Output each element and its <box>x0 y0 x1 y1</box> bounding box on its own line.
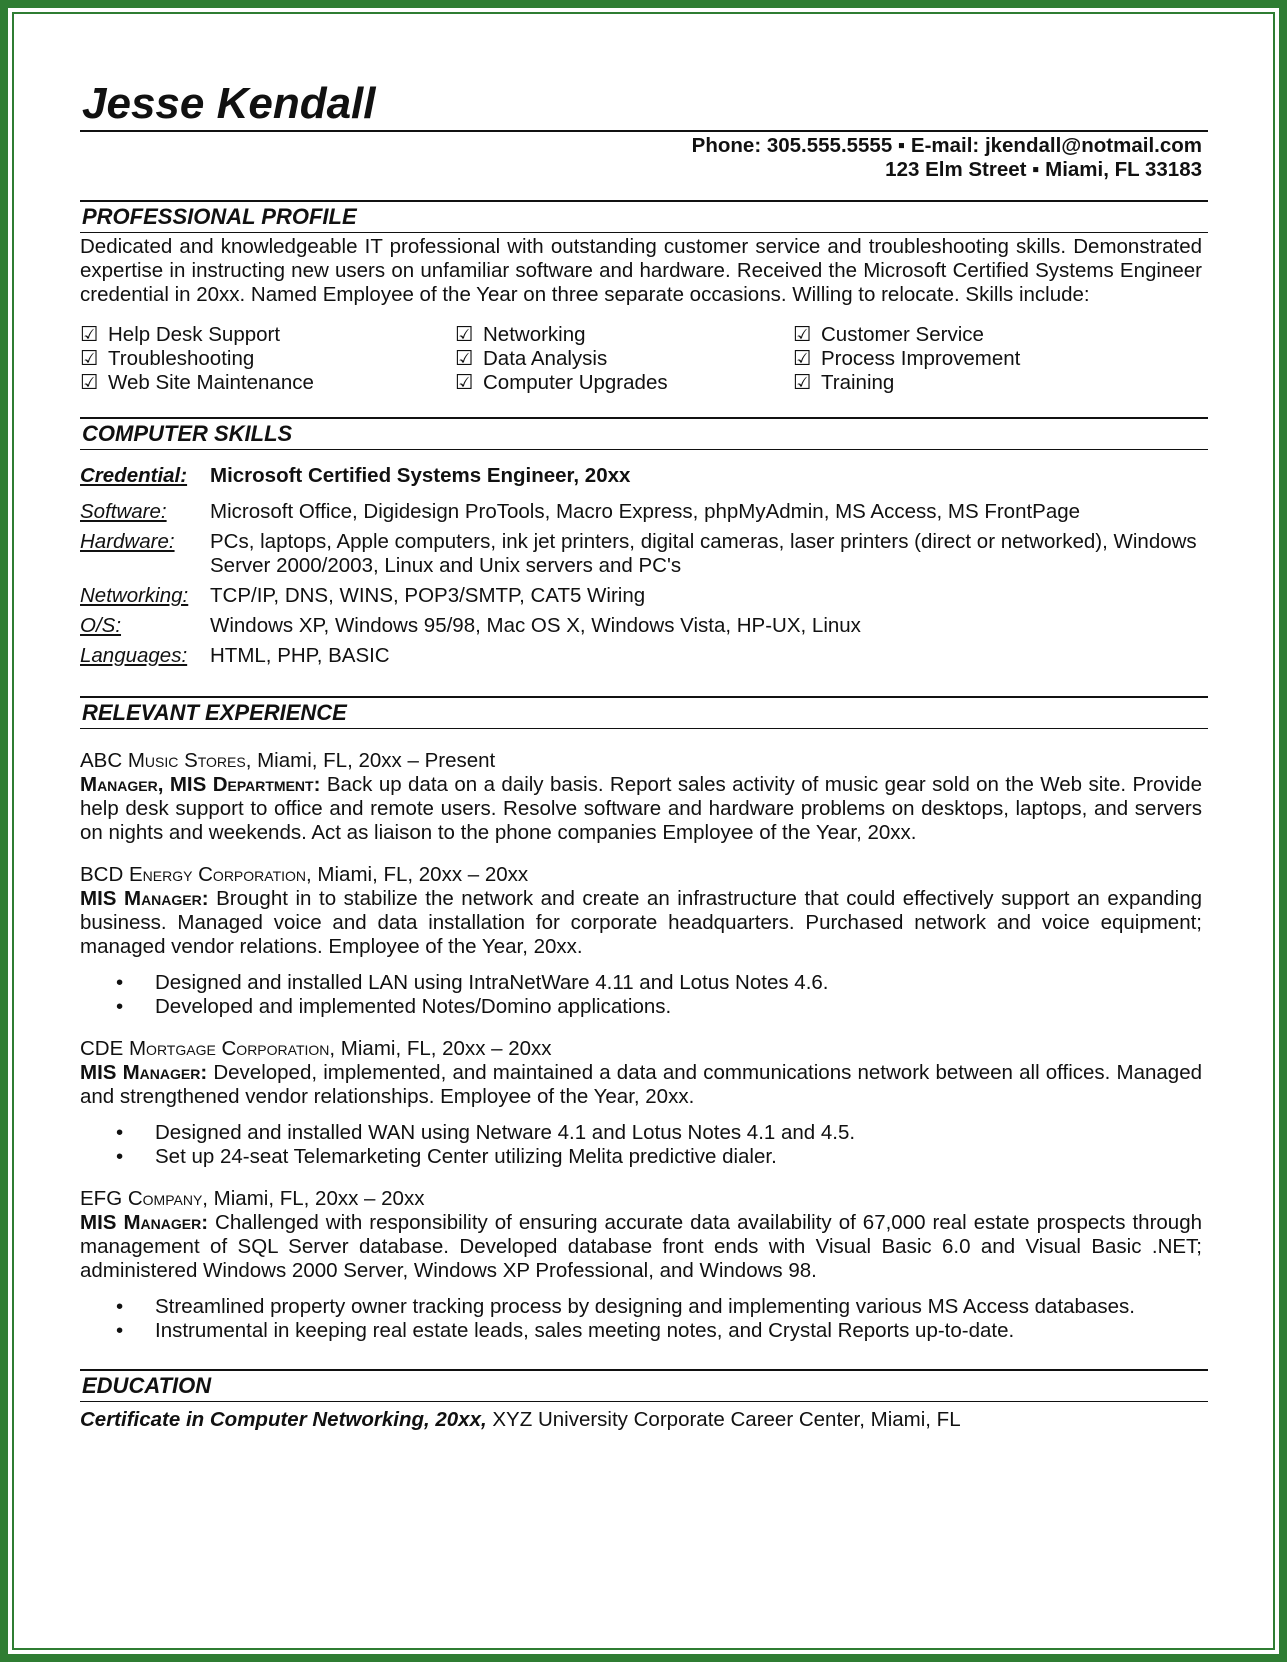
job-entry <box>80 1037 1208 1169</box>
computer-skill-value: HTML, PHP, BASIC <box>210 644 390 667</box>
computer-skills-heading: COMPUTER SKILLS <box>80 417 1208 450</box>
job-employer: EFG Company <box>80 1187 203 1210</box>
job-details: , Miami, FL, 20xx – 20xx <box>329 1037 552 1060</box>
computer-skill-label: Credential: <box>80 464 188 487</box>
skill-label: Process Improvement <box>821 347 1021 370</box>
job-bullets <box>80 1121 1208 1169</box>
job-details: , Miami, FL, 20xx – 20xx <box>202 1187 425 1210</box>
computer-skills-section <box>80 417 1208 668</box>
experience-section <box>80 696 1208 1343</box>
contact-address: 123 Elm Street ▪ Miami, FL 33183 <box>885 158 1202 181</box>
education-school: XYZ University Corporate Career Center, Miami, FL <box>486 1408 961 1431</box>
skill-item <box>793 371 1163 395</box>
computer-skill-value: TCP/IP, DNS, WINS, POP3/SMTP, CAT5 Wiring <box>210 584 646 607</box>
job-description <box>80 1061 1208 1109</box>
education-degree: Certificate in Computer Networking, 20xx, <box>80 1408 487 1431</box>
job-employer: BCD Energy Corporation <box>80 863 307 886</box>
checkbox-checked-icon: ☑ <box>793 323 812 346</box>
resume-name: Jesse Kendall <box>82 79 376 128</box>
skill-label: Computer Upgrades <box>483 371 668 394</box>
job-bullet-item: • Designed and installed WAN using Netware 4.1 and Lotus Notes 4.1 and 4.5. <box>80 1121 1208 1145</box>
job-employer: ABC Music Stores <box>80 749 246 772</box>
job-employer-line <box>80 1187 1208 1211</box>
skill-item <box>793 323 1163 347</box>
job-entry <box>80 1187 1208 1343</box>
job-summary: Brought in to stabilize the network and create an infrastructure that could effectively support an expanding business. Managed voice and data installation for corporate headquarters. Purchased network and voice equipment; managed vendor relations. Employee of the Year, 20xx. <box>80 887 1202 958</box>
job-description <box>80 773 1208 845</box>
computer-skill-value: Microsoft Certified Systems Engineer, 20xx <box>210 464 631 487</box>
contact-block <box>80 134 1208 182</box>
checkbox-checked-icon: ☑ <box>793 371 812 394</box>
computer-skill-label: O/S: <box>80 614 122 637</box>
skill-item <box>455 347 793 371</box>
skill-item <box>455 371 793 395</box>
job-employer-line <box>80 863 1208 887</box>
computer-skill-value: Microsoft Office, Digidesign ProTools, Macro Express, phpMyAdmin, MS Access, MS FrontPage <box>210 500 1081 523</box>
computer-skill-label: Networking: <box>80 584 189 607</box>
skills-grid <box>80 323 1208 395</box>
education-entry <box>80 1408 1208 1432</box>
education-section <box>80 1369 1208 1432</box>
checkbox-checked-icon: ☑ <box>80 371 99 394</box>
skill-item <box>80 347 455 371</box>
computer-skill-row <box>80 584 1208 608</box>
job-employer: CDE Mortgage Corporation <box>80 1037 330 1060</box>
job-employer-line <box>80 749 1208 773</box>
computer-skill-row <box>80 500 1208 524</box>
job-bullet-item: • Designed and installed LAN using IntraNetWare 4.11 and Lotus Notes 4.6. <box>80 971 1208 995</box>
contact-phone-email: Phone: 305.555.5555 ▪ E-mail: jkendall@notmail.com <box>691 134 1202 157</box>
job-bullet-item: • Developed and implemented Notes/Domino applications. <box>80 995 1208 1019</box>
checkbox-checked-icon: ☑ <box>455 323 474 346</box>
profile-text: Dedicated and knowledgeable IT professional with outstanding customer service and troubleshooting skills. Demonstrated expertise in instructing new users on unfamiliar software and hardware. Received the Microsoft Certified Systems Engineer credential in 20xx. Named Employee of the Year on three separate occasions. Willing to relocate. Skills include: <box>80 235 1202 306</box>
job-bullet-item: • Set up 24-seat Telemarketing Center utilizing Melita predictive dialer. <box>80 1145 1208 1169</box>
computer-skill-row <box>80 530 1208 578</box>
computer-skills-table <box>80 464 1208 668</box>
job-entry <box>80 749 1208 845</box>
job-role: MIS Manager: <box>80 1211 209 1234</box>
skill-item <box>80 323 455 347</box>
job-role: MIS Manager: <box>80 1061 208 1084</box>
skill-item <box>793 347 1163 371</box>
job-summary: Challenged with responsibility of ensuring accurate data availability of 67,000 real estate prospects through management of SQL Server database. Developed database front ends with Visual Basic 6.0 and Visual Basic .NET; administered Windows 2000 Server, Windows XP Professional, and Windows 98. <box>80 1211 1202 1282</box>
computer-skill-row <box>80 464 1208 488</box>
education-heading: EDUCATION <box>80 1369 1208 1402</box>
skill-label: Networking <box>483 323 586 346</box>
skill-label: Troubleshooting <box>108 347 255 370</box>
profile-section <box>80 200 1208 395</box>
job-role: MIS Manager: <box>80 887 209 910</box>
job-description <box>80 887 1208 959</box>
job-entry <box>80 863 1208 1019</box>
skill-label: Training <box>821 371 895 394</box>
job-role: Manager, MIS Department: <box>80 773 321 796</box>
checkbox-checked-icon: ☑ <box>455 347 474 370</box>
skill-label: Web Site Maintenance <box>108 371 314 394</box>
header-rule <box>80 130 1208 132</box>
job-bullets <box>80 1295 1208 1343</box>
job-summary: Developed, implemented, and maintained a data and communications network between all offices. Managed and strengthened vendor relationships. Employee of the Year, 20xx. <box>80 1061 1202 1108</box>
job-bullet-item: • Streamlined property owner tracking process by designing and implementing various MS Access databases. <box>80 1295 1208 1319</box>
computer-skill-label: Hardware: <box>80 530 175 553</box>
skill-label: Customer Service <box>821 323 984 346</box>
resume-page <box>80 78 1208 1432</box>
checkbox-checked-icon: ☑ <box>80 323 99 346</box>
job-list <box>80 749 1208 1343</box>
job-employer-line <box>80 1037 1208 1061</box>
job-bullet-item: • Instrumental in keeping real estate leads, sales meeting notes, and Crystal Reports up-to-date. <box>80 1319 1208 1343</box>
computer-skill-label: Software: <box>80 500 167 523</box>
job-details: , Miami, FL, 20xx – 20xx <box>306 863 529 886</box>
skill-item <box>455 323 793 347</box>
job-bullets <box>80 971 1208 1019</box>
computer-skill-label: Languages: <box>80 644 188 667</box>
checkbox-checked-icon: ☑ <box>80 347 99 370</box>
checkbox-checked-icon: ☑ <box>793 347 812 370</box>
skill-item <box>80 371 455 395</box>
computer-skill-row <box>80 644 1208 668</box>
job-description <box>80 1211 1208 1283</box>
profile-heading: PROFESSIONAL PROFILE <box>80 200 1208 233</box>
computer-skill-row <box>80 614 1208 638</box>
experience-heading: RELEVANT EXPERIENCE <box>80 696 1208 729</box>
job-summary: Back up data on a daily basis. Report sales activity of music gear sold on the Web site. Provide help desk support to office and remote users. Resolve software and hardware problems on desktops, laptops, and servers on nights and weekends. Act as liaison to the phone companies Employee of the Year, 20xx. <box>80 773 1202 844</box>
skill-label: Help Desk Support <box>108 323 281 346</box>
job-details: , Miami, FL, 20xx – Present <box>245 749 496 772</box>
computer-skill-value: Windows XP, Windows 95/98, Mac OS X, Windows Vista, HP-UX, Linux <box>210 614 861 637</box>
computer-skill-value: PCs, laptops, Apple computers, ink jet printers, digital cameras, laser printers (direct or networked), Windows Server 2000/2003, Linux and Unix servers and PC's <box>210 530 1197 577</box>
skill-label: Data Analysis <box>483 347 608 370</box>
checkbox-checked-icon: ☑ <box>455 371 474 394</box>
